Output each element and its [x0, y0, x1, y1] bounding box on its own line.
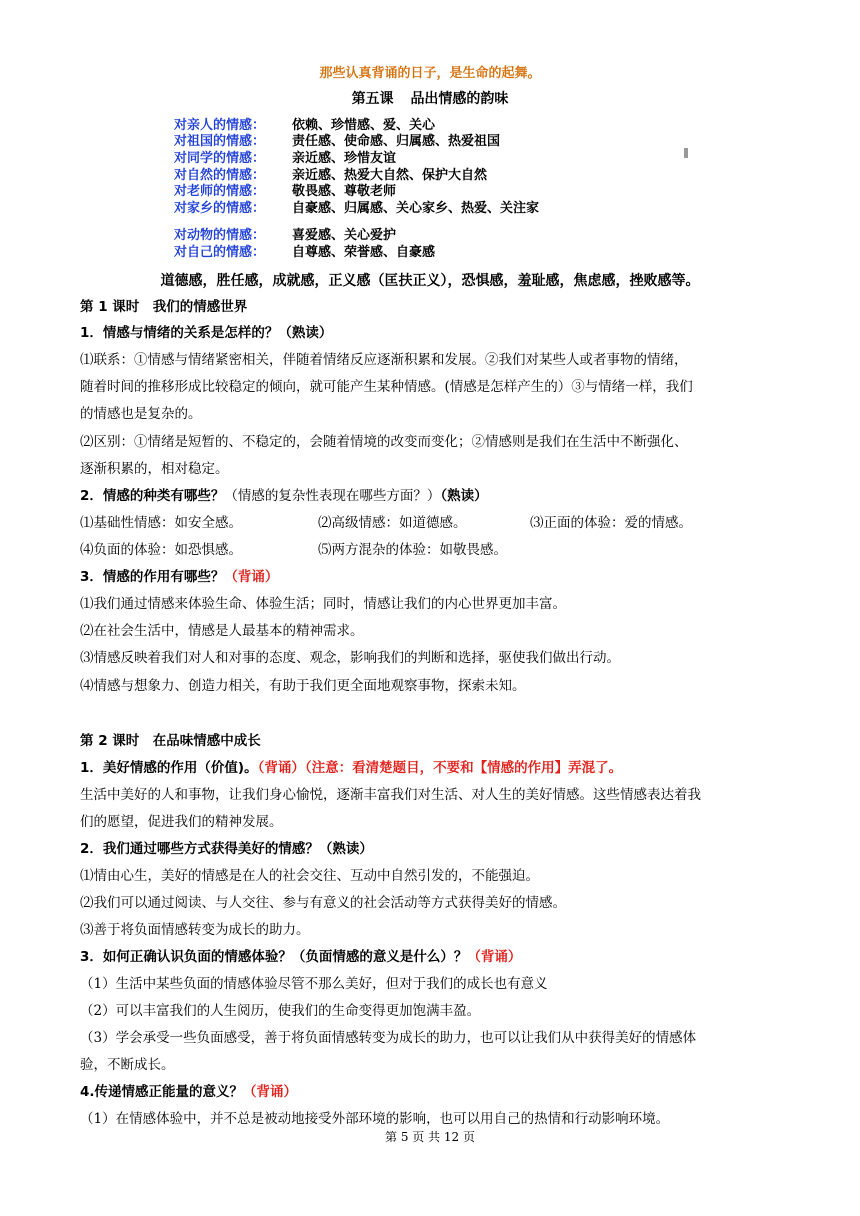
- emotion-row: [174, 180, 396, 197]
- emotion-row: [174, 164, 487, 181]
- type-item: ⑵高级情感：如道德感。: [318, 515, 467, 531]
- emotion-label: 对老师的情感：: [174, 184, 266, 199]
- emotion-label: 对亲人的情感：: [174, 118, 266, 133]
- question-tag: （熟读）: [440, 488, 488, 504]
- body-line: 生活中美好的人和事物，让我们身心愉悦，逐渐丰富我们对生活、对人生的美好情感。这些情感表达着我: [80, 787, 701, 803]
- body-line: 逐渐积累的，相对稳定。: [80, 461, 229, 477]
- emotion-value: 亲近感、珍惜友谊: [292, 151, 397, 166]
- body-line: 随着时间的推移形成比较稳定的倾向，就可能产生某种情感。(情感是怎样产生的）③与情绪一样，我们: [80, 379, 693, 395]
- emotion-label: 对动物的情感：: [174, 228, 266, 243]
- question-heading: [80, 485, 780, 507]
- emotion-row: [174, 114, 435, 131]
- body-line: 们的愿望，促进我们的精神发展。: [80, 814, 283, 830]
- body-line: （2）可以丰富我们的人生阅历，使我们的生命变得更加饱满丰盈。: [80, 1003, 481, 1019]
- type-item: ⑸两方混杂的体验：如敬畏感。: [318, 542, 507, 558]
- question-heading: [80, 566, 780, 588]
- emotion-value: 喜爱感、关心爱护: [292, 228, 397, 243]
- lesson-number: 第五课: [351, 91, 394, 107]
- body-line: ⑶情感反映着我们对人和对事的态度、观念，影响我们的判断和选择，驱使我们做出行动。: [80, 650, 620, 666]
- emotion-value: 依赖、珍惜感、爱、关心: [292, 118, 436, 133]
- emotion-label: 对自己的情感：: [174, 245, 266, 260]
- recite-tag: （背诵）: [467, 949, 522, 965]
- question-heading: [80, 946, 780, 968]
- emotion-label: 对家乡的情感：: [174, 201, 266, 216]
- question-title: 2．情感的种类有哪些？: [80, 488, 225, 504]
- question-heading: [80, 757, 780, 779]
- body-line: ⑶善于将负面情感转变为成长的助力。: [80, 922, 310, 938]
- emotion-value: 自尊感、荣誉感、自豪感: [292, 245, 436, 260]
- body-line: （3）学会承受一些负面感受，善于将负面情感转变为成长的助力，也可以让我们从中获得美好的情感体: [80, 1030, 697, 1046]
- emotion-row: [174, 147, 396, 164]
- section-2-title: 第 2 课时 在品味情感中成长: [80, 733, 261, 749]
- emotion-label: 对自然的情感：: [174, 168, 266, 183]
- emotion-table: [170, 112, 690, 258]
- question-heading: 1．情感与情绪的关系是怎样的？（熟读）: [80, 325, 333, 341]
- emotion-value: 敬畏感、尊敬老师: [292, 184, 397, 199]
- question-title: 3．如何正确认识负面的情感体验？（负面情感的意义是什么）？: [80, 949, 468, 965]
- question-heading: [80, 1081, 780, 1103]
- lesson-title: [0, 88, 860, 108]
- recite-tag: （背诵）（注意：看清楚题目，不要和【情感的作用】弄混了。: [257, 760, 623, 776]
- body-line: ⑵区别：①情绪是短暂的、不稳定的，会随着情境的改变而变化；②情感则是我们在生活中不断强化、: [80, 434, 688, 450]
- emotion-row: [174, 130, 500, 147]
- type-item: ⑷负面的体验：如恐惧感。: [80, 542, 242, 558]
- emotion-label: 对同学的情感：: [174, 151, 266, 166]
- emotion-row: [174, 241, 435, 258]
- emotion-label: 对祖国的情感：: [174, 134, 266, 149]
- recite-tag: （背诵）: [224, 569, 279, 585]
- body-line: （1）在情感体验中，并不总是被动地接受外部环境的影响，也可以用自己的热情和行动影响环境。: [80, 1111, 670, 1127]
- section-1-title: 第 1 课时 我们的情感世界: [80, 299, 248, 315]
- body-line: ⑷情感与想象力、创造力相关，有助于我们更全面地观察事物，探索未知。: [80, 678, 526, 694]
- motto: 那些认真背诵的日子，是生命的起舞。: [319, 66, 541, 81]
- lesson-name: 品出情感的韵味: [410, 91, 509, 107]
- body-line: ⑴情由心生，美好的情感是在人的社会交往、互动中自然引发的，不能强迫。: [80, 868, 539, 884]
- question-heading: 2．我们通过哪些方式获得美好的情感？（熟读）: [80, 841, 373, 857]
- type-item: ⑶正面的体验：爱的情感。: [530, 515, 692, 531]
- question-note: （情感的复杂性表现在哪些方面？）: [224, 488, 441, 504]
- body-line: ⑴联系：①情感与情绪紧密相关，伴随着情绪反应逐渐积累和发展。②我们对某些人或者事物的情绪，: [80, 352, 688, 368]
- body-line: （1）生活中某些负面的情感体验尽管不那么美好，但对于我们的成长也有意义: [80, 976, 548, 992]
- body-line: ⑵我们可以通过阅读、与人交往、参与有意义的社会活动等方式获得美好的情感。: [80, 895, 566, 911]
- body-line: ⑴我们通过情感来体验生命、体验生活；同时，情感让我们的内心世界更加丰富。: [80, 596, 566, 612]
- type-item: ⑴基础性情感：如安全感。: [80, 515, 242, 531]
- emotion-value: 自豪感、归属感、关心家乡、热爱、关注家: [292, 201, 540, 216]
- emotion-value: 亲近感、热爱大自然、保护大自然: [292, 168, 488, 183]
- emotion-value: 责任感、使命感、归属感、热爱祖国: [292, 134, 501, 149]
- body-line: 的情感也是复杂的。: [80, 406, 202, 422]
- emotion-row: [174, 197, 539, 214]
- body-line: ⑵在社会生活中，情感是人最基本的精神需求。: [80, 623, 364, 639]
- recite-tag: （背诵）: [243, 1084, 298, 1100]
- emotion-row: [174, 224, 396, 241]
- summary-line: 道德感，胜任感，成就感，正义感（匡扶正义），恐惧感，羞耻感，焦虑感，挫败感等。: [160, 273, 700, 289]
- question-title: 4.传递情感正能量的意义？: [80, 1084, 244, 1100]
- question-title: 1．美好情感的作用（价值)。: [80, 760, 258, 776]
- question-title: 3．情感的作用有哪些？: [80, 569, 225, 585]
- body-line: 验，不断成长。: [80, 1057, 175, 1073]
- scan-mark: [684, 148, 688, 158]
- page-footer: 第 5 页 共 12 页: [385, 1130, 475, 1144]
